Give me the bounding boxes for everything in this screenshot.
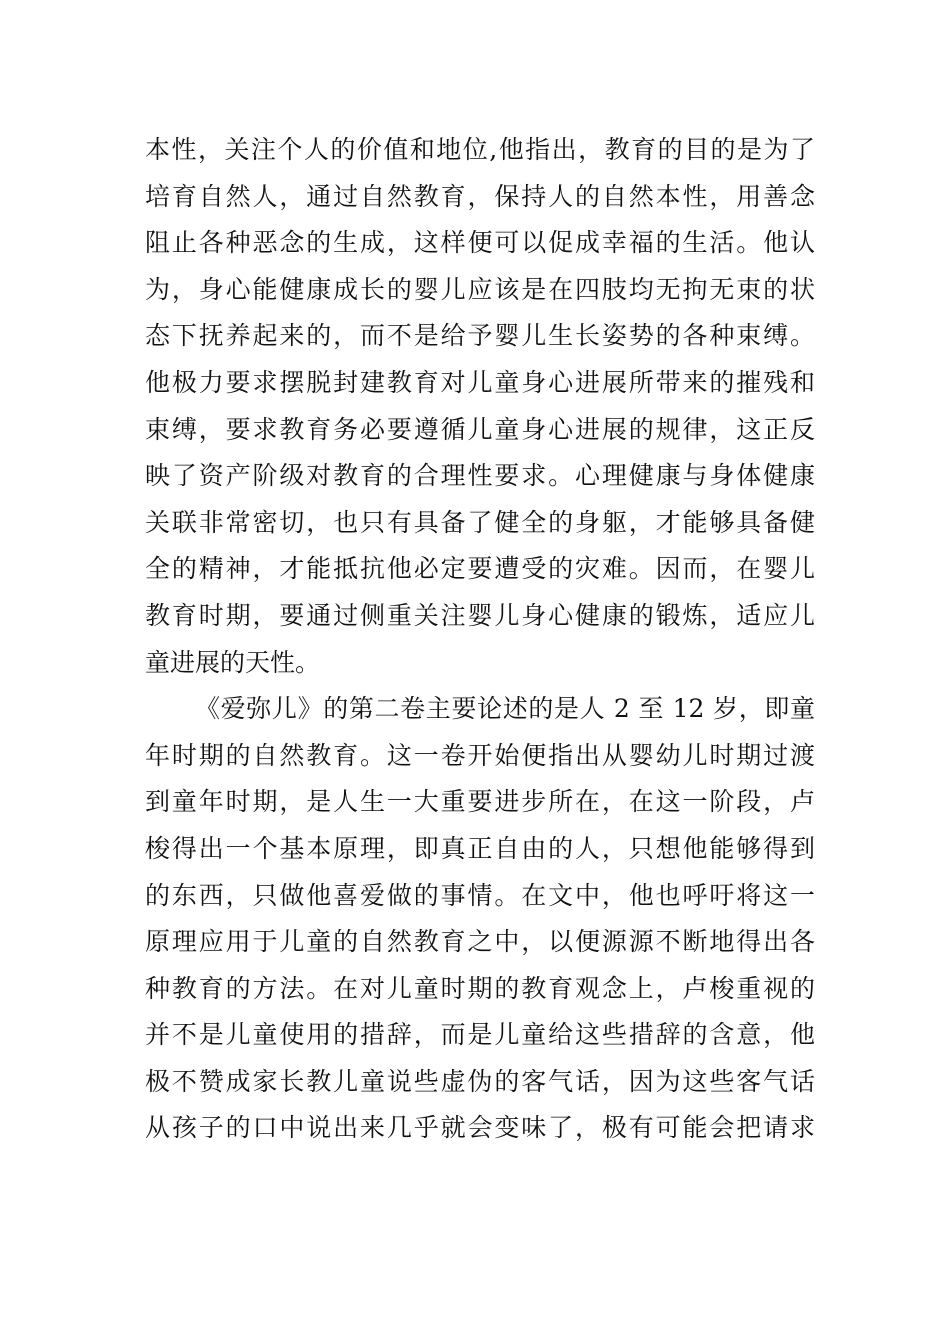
text-line: 原理应用于儿童的自然教育之中，以便源源不断地得出各: [145, 927, 815, 957]
text-line: 童进展的天性。: [145, 647, 321, 677]
text-line: 本性，关注个人的价值和地位,他指出，教育的目的是为了: [145, 135, 815, 164]
body-text: [145, 127, 815, 1152]
text-line: 年时期的自然教育。这一卷开始便指出从婴幼儿时期过渡: [145, 740, 815, 770]
text-line: 映了资产阶级对教育的合理性要求。心理健康与身体健康: [145, 461, 815, 491]
text-line: 从孩子的口中说出来几乎就会变味了，极有可能会把请求: [145, 1113, 815, 1143]
text-line: 梭得出一个基本原理，即真正自由的人，只想他能够得到: [145, 833, 815, 863]
text-line: 培育自然人，通过自然教育，保持人的自然本性，用善念: [145, 181, 815, 211]
text-line: 束缚，要求教育务必要遵循儿童身心进展的规律，这正反: [145, 414, 815, 444]
text-line: 的东西，只做他喜爱做的事情。在文中，他也呼吁将这一: [145, 880, 815, 910]
text-line: 种教育的方法。在对儿童时期的教育观念上，卢梭重视的: [145, 973, 815, 1003]
text-line: 并不是儿童使用的措辞，而是儿童给这些措辞的含意，他: [145, 1020, 815, 1050]
text-line: 他极力要求摆脱封建教育对儿童身心进展所带来的摧残和: [145, 367, 815, 397]
text-line: 到童年时期，是人生一大重要进步所在，在这一阶段，卢: [145, 787, 815, 817]
text-line: 极不赞成家长教儿童说些虚伪的客气话，因为这些客气话: [145, 1066, 815, 1096]
text-line: 关联非常密切，也只有具备了健全的身躯，才能够具备健: [145, 507, 815, 537]
text-line: 全的精神，才能抵抗他必定要遭受的灾难。因而，在婴儿: [145, 554, 815, 584]
text-line: 为，身心能健康成长的婴儿应该是在四肢均无拘无束的状: [145, 274, 815, 304]
text-line: 态下抚养起来的，而不是给予婴儿生长姿势的各种束缚。: [145, 321, 815, 351]
text-line: 阻止各种恶念的生成，这样便可以促成幸福的生活。他认: [145, 228, 815, 258]
text-line: 《爱弥儿》的第二卷主要论述的是人 2 至 12 岁，即童: [195, 694, 815, 724]
text-line: 教育时期，要通过侧重关注婴儿身心健康的锻炼，适应儿: [145, 600, 815, 630]
